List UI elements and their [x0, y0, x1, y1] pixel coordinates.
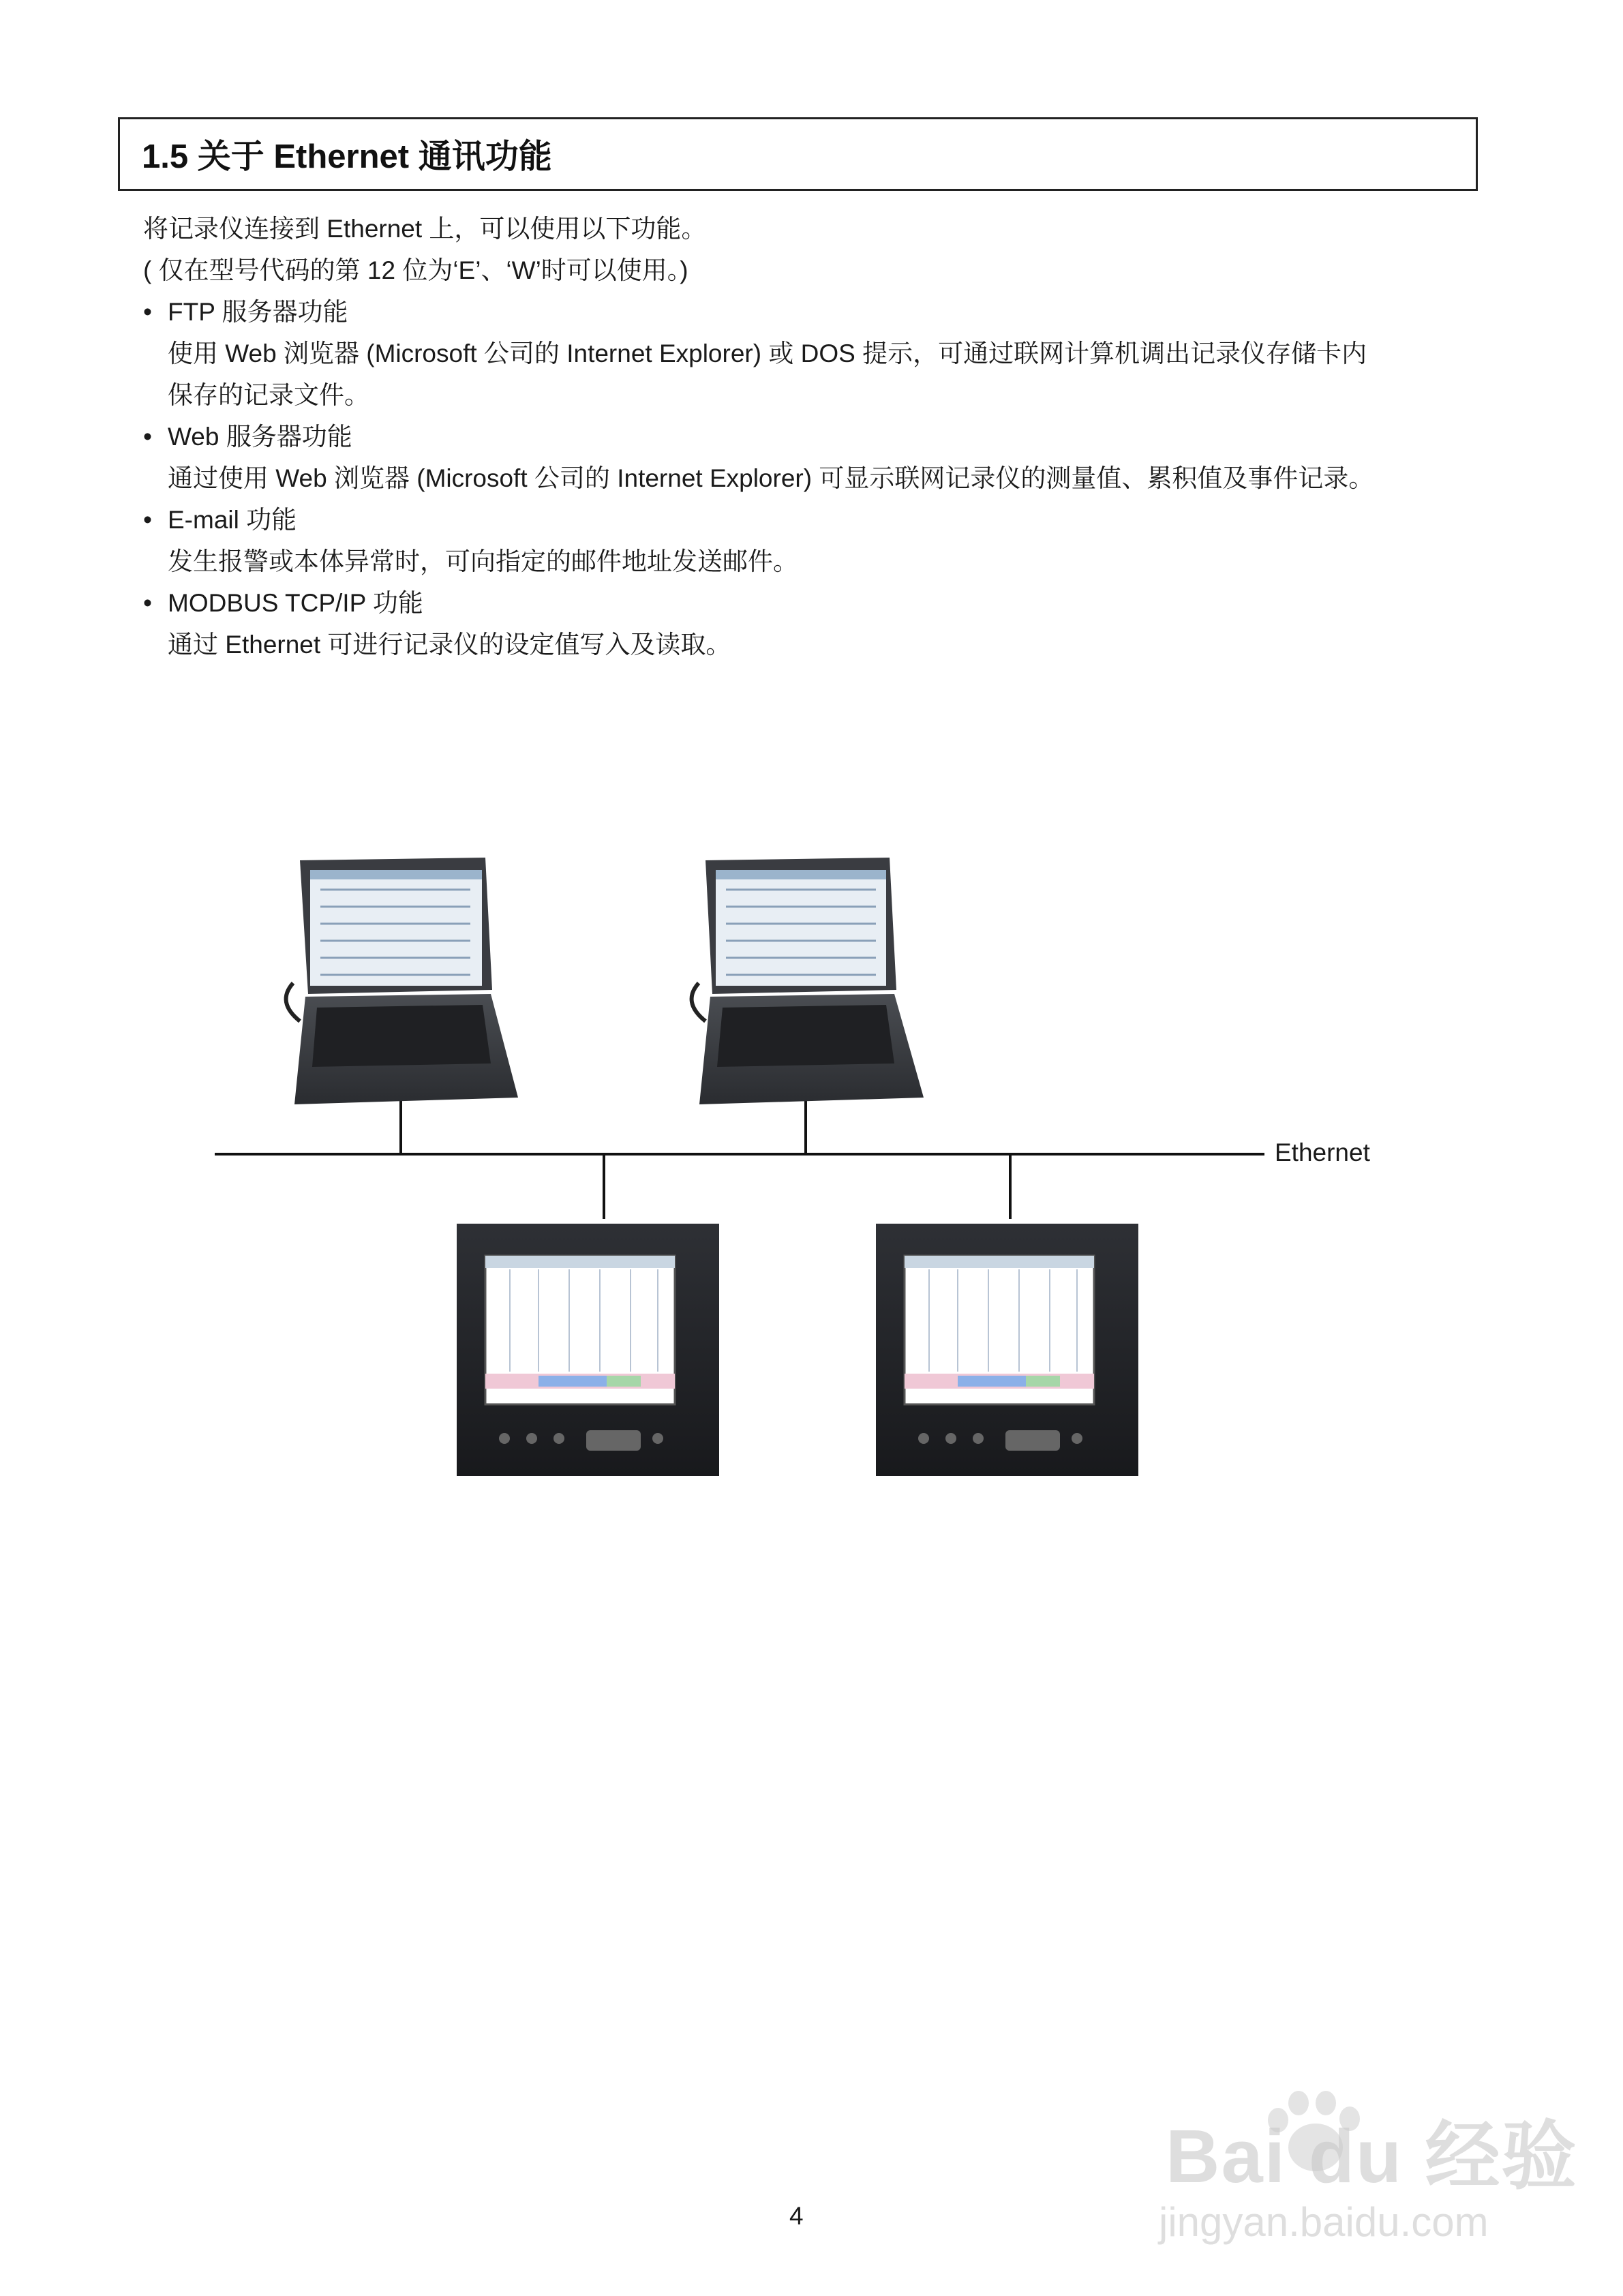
- section-title: 1.5 关于 Ethernet 通讯功能: [118, 117, 1478, 191]
- ethernet-label: Ethernet: [1275, 1138, 1370, 1166]
- network-lines: [215, 1099, 1264, 1219]
- recorder-icon: [876, 1224, 1138, 1476]
- feature-name: MODBUS TCP/IP 功能: [168, 589, 423, 617]
- laptop-icon: [286, 858, 518, 1104]
- bullet: •: [143, 506, 152, 534]
- intro-line-2: ( 仅在型号代码的第 12 位为‘E’、‘W’时可以使用。): [143, 256, 688, 284]
- bullet: •: [143, 298, 152, 326]
- recorder-icon: [457, 1224, 719, 1476]
- intro-line-1: 将记录仪连接到 Ethernet 上，可以使用以下功能。: [143, 215, 707, 243]
- bullet: •: [143, 589, 152, 617]
- feature-name: E-mail 功能: [168, 506, 297, 534]
- feature-desc-cont: 保存的记录文件。: [168, 381, 369, 409]
- bullet: •: [143, 423, 152, 451]
- feature-desc: 通过 Ethernet 可进行记录仪的设定值写入及读取。: [168, 631, 731, 659]
- feature-desc: 发生报警或本体异常时，可向指定的邮件地址发送邮件。: [168, 547, 798, 575]
- page-number: 4: [789, 2202, 804, 2230]
- feature-desc: 使用 Web 浏览器 (Microsoft 公司的 Internet Explorer) 或 DOS 提示，可通过联网计算机调出记录仪存储卡内: [168, 339, 1367, 367]
- feature-desc: 通过使用 Web 浏览器 (Microsoft 公司的 Internet Explorer) 可显示联网记录仪的测量值、累积值及事件记录。: [168, 464, 1374, 492]
- feature-name: FTP 服务器功能: [168, 298, 348, 326]
- laptop-icon: [692, 858, 924, 1104]
- watermark-brand: Bai du 经验: [1166, 2115, 1578, 2199]
- feature-name: Web 服务器功能: [168, 423, 352, 451]
- watermark-url: jingyan.baidu.com: [1159, 2199, 1489, 2245]
